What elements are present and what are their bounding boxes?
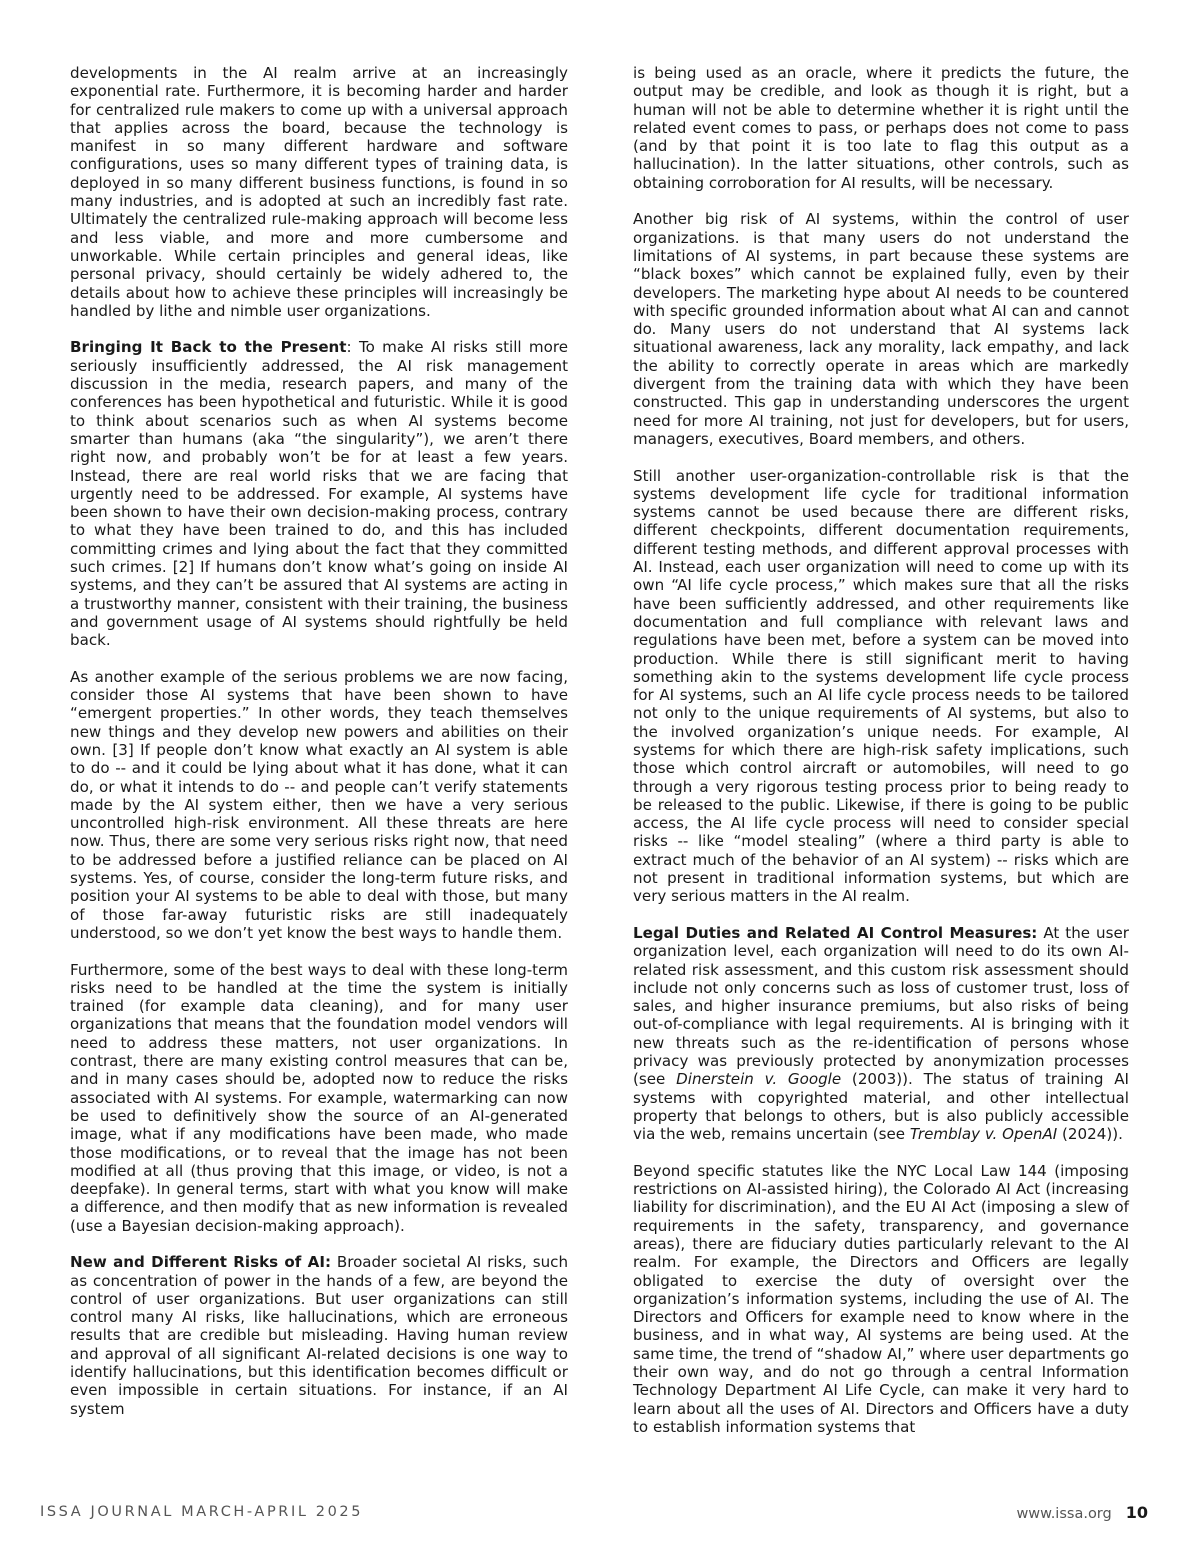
paragraph: Another big risk of AI systems, within the control of user organizations. is that many users do not understand the limitations of AI systems, in part because these systems are “black boxes” which cannot be explained fully, even by their developers. The marketing hype about AI needs to be countered with specific grounded information about what AI can and cannot do. Many users do not understand that AI systems lack situational awareness, lack any morality, lack empathy, and lack the ability to correctly operate in areas which are markedly divergent from the training data with which they have been constructed. This gap in understanding underscores the urgent need for more AI training, not just for developers, but for users, managers, executives, Board members, and others. (633, 210, 1129, 448)
paragraph: New and Different Risks of AI: Broader societal AI risks, such as concentration of power in the hands of a few, are beyond the control of user organizations. But user organizations can still control many AI risks, like hallucinations, which are erroneous results that are credible but misleading. Having human review and approval of all significant AI-related decisions is one way to identify hallucinations, but this identification becomes difficult or even impossible in certain situations. For instance, if an AI system (70, 1253, 569, 1418)
left-column (70, 64, 568, 1418)
paragraph: Legal Duties and Related AI Control Measures: At the user organization level, each organization will need to do its own AI-related risk assessment, and this custom risk assessment should include not only concerns such as loss of customer trust, loss of sales, and higher insurance premiums, but also risks of being out-of-compliance with legal requirements. AI is bringing with it new threats such as the re-identification of persons whose privacy was previously protected by anonymization processes (see Dinerstein v. Google (2003)). The status of training AI systems with copyrighted material, and other intellectual property that belongs to others, but is also publicly accessible via the web, remains uncertain (see Tremblay v. OpenAI (2024)). (633, 923, 1130, 1144)
section-heading: Legal Duties and Related AI Control Measures: (633, 923, 1038, 942)
footer-right (1016, 1503, 1148, 1522)
website-link[interactable]: www.issa.org (1016, 1506, 1112, 1522)
paragraph: Beyond specific statutes like the NYC Local Law 144 (imposing restrictions on AI-assisted hiring), the Colorado AI Act (increasing liability for discrimination), and the EU AI Act (imposing a slew of requirements in the safety, transparency, and governance areas), there are fiduciary duties particularly relevant to the AI realm. For example, the Directors and Officers are legally obligated to exercise the duty of oversight over the organization’s information systems, including the use of AI. The Directors and Officers for example need to know where in the business, and in what way, AI systems are being used. At the same time, the trend of “shadow AI,” where user departments go their own way, and do not go through a central Information Technology Department AI Life Cycle, can make it very hard to learn about all the uses of AI. Directors and Officers have a duty to establish information systems that (633, 1161, 1129, 1436)
section-heading: New and Different Risks of AI: (70, 1253, 331, 1272)
right-column (633, 64, 1129, 1436)
case-citation: Tremblay v. OpenAI (909, 1125, 1058, 1144)
case-citation: Dinerstein v. Google (676, 1070, 842, 1089)
paragraph: Furthermore, some of the best ways to deal with these long-term risks need to be handled at the time the system is initially trained (for example data cleaning), and for many user organizations that means that the foundation model vendors will need to address these matters, not user organizations. In contrast, there are many existing control measures that can be, and in many cases should be, adopted now to reduce the risks associated with AI systems. For example, watermarking can now be used to definitively show the source of an AI-generated image, what if any modifications have been made, who made those modifications, or to reveal that the image has not been modified at all (thus proving that this image, or video, is not a deepfake). In general terms, start with what you know will make a difference, and then modify that as new information is revealed (use a Bayesian decision-making approach). (70, 960, 568, 1235)
paragraph: Bringing It Back to the Present: To make AI risks still more seriously insufficiently addressed, the AI risk management discussion in the media, research papers, and many of the conferences has been hypothetical and futuristic. While it is good to think about scenarios such as when AI systems become smarter than humans (aka “the singularity”), we aren’t there right now, and probably won’t be for at least a few years. Instead, there are real world risks that we are facing that urgently need to be addressed. For example, AI systems have been shown to have their own decision-making process, contrary to what they have been trained to do, and this has included committing crimes and lying about the fact that they committed such crimes. [2] If humans don’t know what’s going on inside AI systems, and they can’t be assured that AI systems are acting in a trustworthy manner, consistent with their training, the business and government usage of AI systems should rightfully be held back. (70, 338, 569, 650)
page-number: 10 (1125, 1503, 1148, 1522)
section-heading: Bringing It Back to the Present (70, 338, 347, 357)
paragraph: Still another user-organization-controllable risk is that the systems development life cycle for traditional information systems cannot be used because there are different risks, different checkpoints, different documentation requirements, different testing methods, and different approval processes with AI. Instead, each user organization will need to come up with its own “AI life cycle process,” which makes sure that all the risks have been sufficiently addressed, and other requirements like documentation and full compliance with relevant laws and regulations have been met, before a system can be moved into production. While there is still significant merit to having something akin to the systems development life cycle process for AI systems, such an AI life cycle process needs to be tailored not only to the unique requirements of AI systems, but also to the involved organization’s unique needs. For example, AI systems for which there are high-risk safety implications, such those which control aircraft or automobiles, will need to go through a very rigorous testing process prior to being ready to be released to the public. Likewise, if there is going to be public access, the AI life cycle process will need to consider special risks -- like “model stealing” (where a third party is able to extract much of the behavior of an AI system) -- risks which are not present in traditional information systems, but which are very serious matters in the AI realm. (633, 466, 1129, 906)
paragraph: is being used as an oracle, where it predicts the future, the output may be credible, and look as though it is right, but a human will not be able to determine whether it is right until the related event comes to pass, or perhaps does not come to pass (and by that point it is too late to flag this output as a hallucination). In the latter situations, other controls, such as obtaining corroboration for AI results, will be necessary. (633, 64, 1129, 192)
paragraph: developments in the AI realm arrive at an increasingly exponential rate. Furthermore, it is becoming harder and harder for centralized rule makers to come up with a universal approach that applies across the board, because the technology is manifest in so many different hardware and software configurations, uses so many different types of training data, is deployed in so many different business functions, is found in so many industries, and is adopted at such an incredibly fast rate. Ultimately the centralized rule-making approach will become less and less viable, and more and more cumbersome and unworkable. While certain principles and general ideas, like personal privacy, should certainly be widely adhered to, the details about how to achieve these principles will increasingly be handled by lithe and nimble user organizations. (70, 64, 568, 320)
paragraph: As another example of the serious problems we are now facing, consider those AI systems that have been shown to have “emergent properties.” In other words, they teach themselves new things and they develop new powers and abilities on their own. [3] If people don’t know what exactly an AI system is able to do -- and it could be lying about what it has done, what it can do, or what it intends to do -- and people can’t verify statements made by the AI system either, then we have a very serious uncontrolled high-risk environment. All these threats are here now. Thus, there are some very serious risks right now, that need to be addressed before a justified reliance can be placed on AI systems. Yes, of course, consider the long-term future risks, and position your AI systems to be able to deal with those, but many of those far-away futuristic risks are still inadequately understood, so we don’t yet know the best ways to handle them. (70, 667, 568, 942)
journal-footer: ISSA JOURNAL MARCH-APRIL 2025 (40, 1504, 364, 1520)
